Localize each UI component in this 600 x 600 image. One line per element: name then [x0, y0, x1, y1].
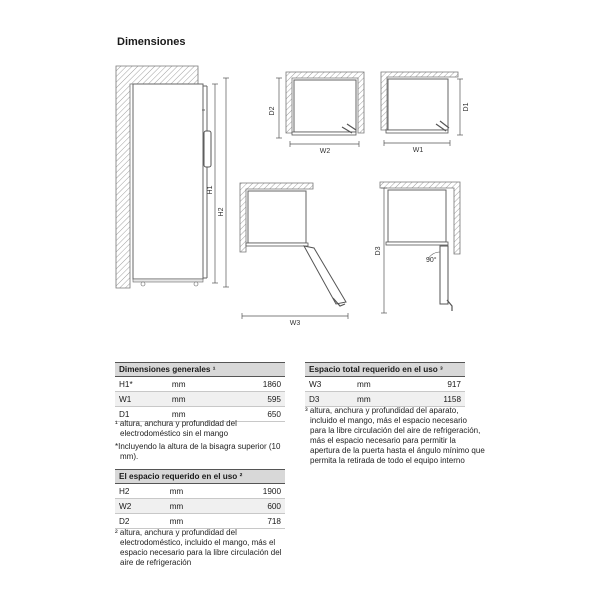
label-d3: D3 — [375, 246, 382, 256]
row-name: H2 — [115, 484, 166, 499]
row-value: 718 — [220, 514, 285, 529]
row-value: 595 — [221, 392, 285, 407]
top-view-w3-open-door — [240, 183, 348, 327]
row-value: 1860 — [221, 377, 285, 392]
table-row — [115, 484, 285, 499]
row-name: W3 — [305, 377, 353, 392]
row-unit: mm — [353, 377, 404, 392]
row-value: 917 — [404, 377, 465, 392]
row-value: 1900 — [220, 484, 285, 499]
label-w3: W3 — [289, 320, 301, 327]
row-unit: mm — [166, 499, 220, 514]
row-name: D1 — [115, 407, 168, 422]
required-notes — [115, 528, 290, 568]
table-row — [305, 392, 465, 407]
top-view-d3-open-door — [375, 182, 460, 313]
table-row — [115, 392, 285, 407]
row-name: D2 — [115, 514, 166, 529]
side-view-drawing — [116, 66, 229, 288]
top-view-w1-d1 — [381, 72, 470, 154]
section-title: Dimensiones — [117, 36, 186, 48]
general-dimensions-table — [115, 362, 285, 422]
label-w1: W1 — [412, 147, 424, 154]
label-angle: 90° — [426, 257, 437, 264]
row-value: 1158 — [404, 392, 465, 407]
required-space-table — [115, 469, 285, 529]
table-row — [115, 377, 285, 392]
row-unit: mm — [166, 484, 220, 499]
label-h1: H1 — [207, 185, 214, 195]
label-d2: D2 — [269, 106, 276, 116]
footnote-3: ³ altura, anchura y profundidad del aparato, incluido el mango, más el espacio necesario para la libre circulación del aire de refrigeración, más el espacio necesario para permitir la apertura de la puerta hasta el ángulo mínimo que permita la retirada de todo el equipo interno — [305, 406, 485, 465]
label-w2: W2 — [319, 148, 331, 155]
footnote-hinge: *Incluyendo la altura de la bisagra superior (10 mm). — [115, 442, 281, 461]
row-unit: mm — [353, 392, 404, 407]
row-unit: mm — [166, 514, 220, 529]
row-value: 600 — [220, 499, 285, 514]
total-space-table — [305, 362, 465, 407]
row-unit: mm — [168, 407, 221, 422]
top-view-w2-d2 — [269, 72, 364, 155]
row-value: 650 — [221, 407, 285, 422]
required-space-header: El espacio requerido en el uso ² — [115, 470, 285, 484]
table-row — [115, 514, 285, 529]
general-notes — [115, 419, 295, 462]
row-name: D3 — [305, 392, 353, 407]
table-row — [305, 377, 465, 392]
row-name: W2 — [115, 499, 166, 514]
table-row — [115, 499, 285, 514]
general-dimensions-header: Dimensiones generales ¹ — [115, 363, 285, 377]
row-unit: mm — [168, 392, 221, 407]
total-space-header: Espacio total requerido en el uso ³ — [305, 363, 465, 377]
row-name: H1* — [115, 377, 168, 392]
row-unit: mm — [168, 377, 221, 392]
total-notes — [305, 406, 485, 466]
label-h2: H2 — [218, 207, 225, 217]
label-d1: D1 — [463, 102, 470, 112]
footnote-2: ² altura, anchura y profundidad del electrodoméstico, incluido el mango, más el espacio necesario para la libre circulación del aire de refrigeración — [115, 528, 282, 567]
footnote-1: ¹ altura, anchura y profundidad del electrodoméstico sin el mango — [115, 419, 237, 438]
row-name: W1 — [115, 392, 168, 407]
